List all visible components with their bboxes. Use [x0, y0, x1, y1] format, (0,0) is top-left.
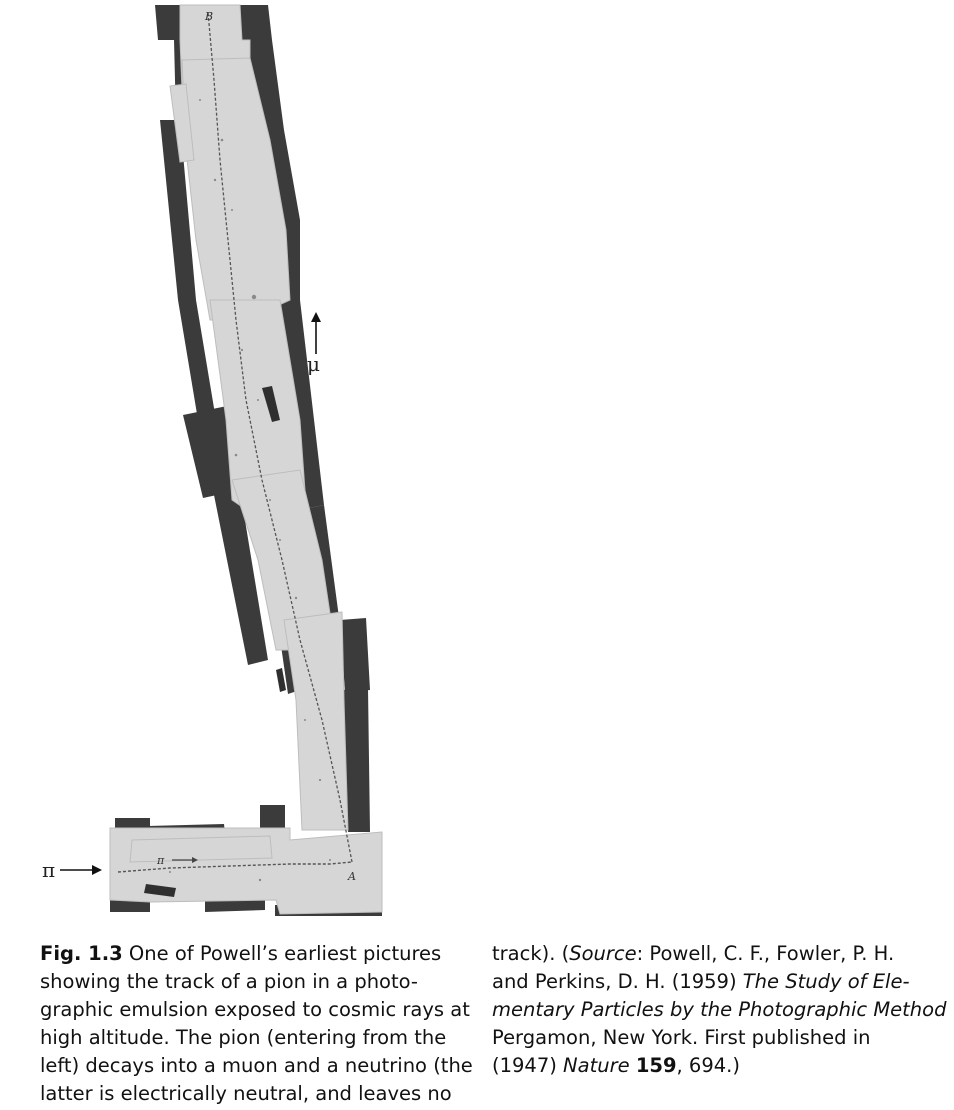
caption-line: Pergamon, New York. First published in — [492, 1026, 871, 1049]
pion-arrow-icon — [60, 862, 104, 878]
plate-letter-b: B — [205, 10, 214, 23]
figure-number: Fig. 1.3 — [40, 942, 123, 965]
journal-volume: 159 — [635, 1054, 677, 1077]
caption-line: latter is electrically neutral, and leaves no — [40, 1082, 452, 1105]
caption-line: left) decays into a muon and a neutrino (the — [40, 1054, 473, 1077]
muon-label: μ — [307, 352, 320, 376]
muon-arrow-icon — [308, 310, 324, 354]
caption-line: (1947) Nature 159, 694.) — [492, 1054, 740, 1077]
caption-line: graphic emulsion exposed to cosmic rays at — [40, 998, 470, 1021]
plate-letter-a: A — [348, 870, 356, 883]
caption-line: track). (Source: Powell, C. F., Fowler, P. H. — [492, 942, 895, 965]
caption-line: Fig. 1.3 One of Powell’s earliest pictures — [40, 942, 442, 965]
book-title: The Study of Ele- — [742, 970, 910, 993]
light-emulsion-plates — [110, 5, 382, 914]
book-title: mentary Particles by the Photographic Method — [492, 998, 947, 1021]
caption-right-column — [492, 940, 947, 1080]
track-mark-pi: π — [157, 854, 165, 867]
journal-name: Nature — [563, 1054, 630, 1077]
source-label: Source — [569, 942, 637, 965]
caption-line: high altitude. The pion (entering from the — [40, 1026, 447, 1049]
caption-line: showing the track of a pion in a photo- — [40, 970, 418, 993]
caption-line — [492, 996, 947, 1024]
caption-left-column — [40, 940, 480, 1108]
caption-line: and Perkins, D. H. (1959) The Study of Ele- — [492, 970, 910, 993]
pion-label: π — [42, 858, 56, 882]
